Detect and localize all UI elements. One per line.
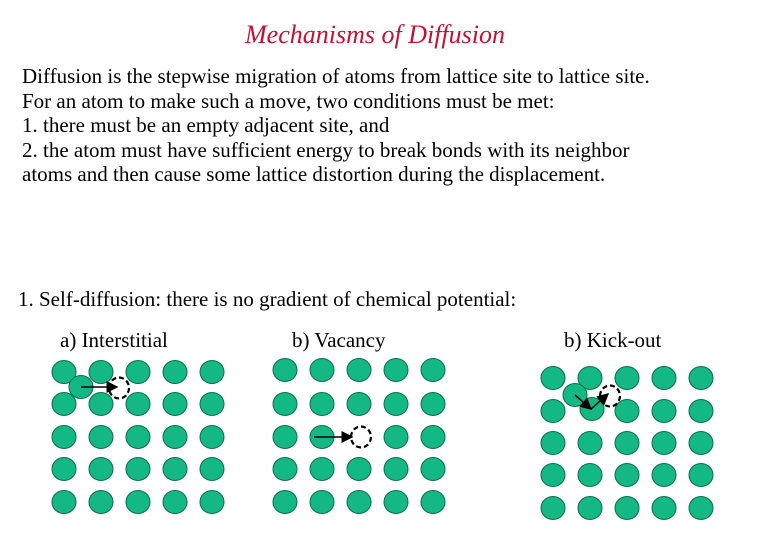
lattice-atom <box>578 432 602 455</box>
paragraph-line: 2. the atom must have sufficient energy to break bonds with its neighbor <box>22 137 630 162</box>
paragraph-line: For an atom to make such a move, two conditions must be met: <box>22 88 555 113</box>
lattice-atom <box>273 359 297 382</box>
lattice-atom <box>421 458 445 481</box>
lattice-atom <box>384 491 408 514</box>
lattice-atom <box>541 464 565 487</box>
kick-out-lattice <box>541 367 713 520</box>
lattice-atom <box>52 491 76 514</box>
panel-label-vacancy: b) Vacancy <box>292 328 386 352</box>
lattice-atom <box>52 458 76 481</box>
lattice-atom <box>384 393 408 416</box>
lattice-atom <box>578 497 602 520</box>
lattice-atom <box>310 458 334 481</box>
lattice-atom <box>89 491 113 514</box>
lattice-atom <box>52 393 76 416</box>
lattice-atom <box>384 359 408 382</box>
lattice-atom <box>310 491 334 514</box>
lattice-atom <box>615 432 639 455</box>
paragraph-line: Diffusion is the stepwise migration of atoms from lattice site to lattice site. <box>22 64 650 88</box>
lattice-atom <box>200 361 224 384</box>
lattice-atom <box>52 426 76 449</box>
lattice-atom <box>200 491 224 514</box>
lattice-atom <box>273 393 297 416</box>
vacancy-lattice <box>273 359 445 514</box>
panel-label-kick-out: b) Kick-out <box>564 328 662 352</box>
lattice-atom <box>200 393 224 416</box>
lattice-atom <box>652 367 676 390</box>
lattice-atom <box>541 497 565 520</box>
lattice-atom <box>163 491 187 514</box>
lattice-atom <box>615 367 639 390</box>
lattice-atom <box>310 359 334 382</box>
lattice-atom <box>541 367 565 390</box>
lattice-atom <box>163 361 187 384</box>
lattice-atom <box>200 458 224 481</box>
lattice-atom <box>273 491 297 514</box>
lattice-atom <box>652 432 676 455</box>
lattice-atom <box>200 426 224 449</box>
lattice-atom <box>89 361 113 384</box>
interstitial-lattice <box>52 361 224 514</box>
paragraph-line: atoms and then cause some lattice distortion during the displacement. <box>22 162 606 186</box>
lattice-atom <box>89 393 113 416</box>
lattice-atom <box>384 458 408 481</box>
lattice-atom <box>310 393 334 416</box>
lattice-atom <box>126 393 150 416</box>
vacancy-site <box>351 427 371 448</box>
lattice-atom <box>89 458 113 481</box>
lattice-atom <box>689 400 713 423</box>
vacancy-site <box>109 378 129 399</box>
lattice-atom <box>163 458 187 481</box>
panel-label-interstitial: a) Interstitial <box>60 328 168 352</box>
lattice-atom <box>89 426 113 449</box>
lattice-atom <box>384 426 408 449</box>
lattice-atom <box>126 491 150 514</box>
lattice-atom <box>347 491 371 514</box>
lattice-atom <box>541 400 565 423</box>
paragraph-line: 1. there must be an empty adjacent site, and <box>22 113 390 137</box>
lattice-atom <box>615 400 639 423</box>
lattice-atom <box>126 426 150 449</box>
lattice-atom <box>347 359 371 382</box>
lattice-atom <box>273 426 297 449</box>
lattice-atom <box>347 458 371 481</box>
lattice-atom <box>689 497 713 520</box>
lattice-atom <box>421 359 445 382</box>
lattice-atom <box>689 367 713 390</box>
lattice-atom <box>347 393 371 416</box>
lattice-atom <box>652 464 676 487</box>
lattice-atom <box>652 400 676 423</box>
lattice-atom <box>421 426 445 449</box>
lattice-atom <box>273 458 297 481</box>
lattice-atom <box>126 361 150 384</box>
lattice-atom <box>163 393 187 416</box>
lattice-atom <box>421 393 445 416</box>
lattice-atom <box>615 464 639 487</box>
lattice-atom <box>578 464 602 487</box>
lattice-atom <box>421 491 445 514</box>
lattice-atom <box>541 432 565 455</box>
lattice-atom <box>689 464 713 487</box>
lattice-atom <box>615 497 639 520</box>
lattice-atom <box>126 458 150 481</box>
section-heading: 1. Self-diffusion: there is no gradient of chemical potential: <box>18 287 517 311</box>
lattice-atom <box>689 432 713 455</box>
lattice-atom <box>163 426 187 449</box>
lattice-atom <box>652 497 676 520</box>
page-title: Mechanisms of Diffusion <box>245 20 505 49</box>
